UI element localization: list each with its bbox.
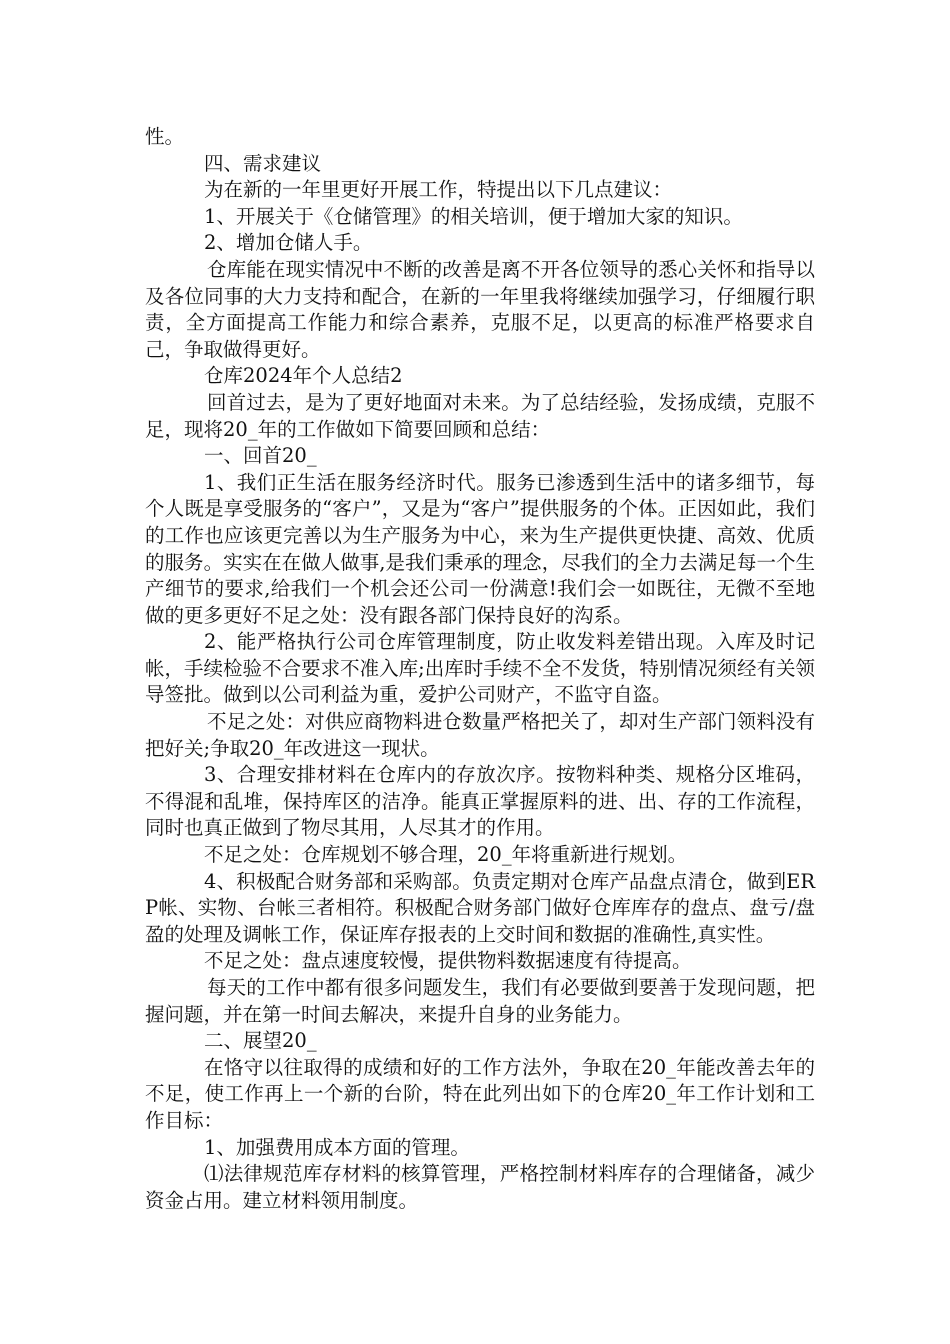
paragraph: 仓库能在现实情况中不断的改善是离不开各位领导的悉心关怀和指导以及各位同事的大力支持和配合，在新的一年里我将继续加强学习，仔细履行职责，全方面提高工作能力和综合素养，克服不足，以更高的标准严格要求自己，争取做得更好。 bbox=[145, 257, 815, 361]
paragraph: 每天的工作中都有很多问题发生，我们有必要做到要善于发现问题，把握问题，并在第一时间去解决，来提升自身的业务能力。 bbox=[145, 976, 815, 1026]
list-item: 4、积极配合财务部和采购部。负责定期对仓库产品盘点清仓，做到ERP帐、实物、台帐三者相符。积极配合财务部门做好仓库库存的盘点、盘亏/盘盈的处理及调帐工作，保证库存报表的上交时间和数据的准确性,真实性。 bbox=[145, 869, 815, 946]
list-item: 2、增加仓储人手。 bbox=[204, 231, 373, 255]
paragraph: 不足之处：仓库规划不够合理，20_年将重新进行规划。 bbox=[204, 843, 688, 867]
section-heading-review: 一、回首20_ bbox=[204, 444, 317, 468]
paragraph: 回首过去，是为了更好地面对未来。为了总结经验，发扬成绩，克服不足，现将20_年的工作做如下简要回顾和总结： bbox=[145, 390, 815, 441]
paragraph: 性。 bbox=[145, 125, 185, 148]
paragraph: 为在新的一年里更好开展工作，特提出以下几点建议： bbox=[204, 178, 673, 202]
section-heading-suggestions: 四、需求建议 bbox=[204, 151, 322, 175]
paragraph: 不足之处：对供应商物料进仓数量严格把关了，却对生产部门领料没有把好关;争取20_年改进这一现状。 bbox=[145, 710, 815, 760]
document-subtitle: 仓库2024年个人总结2 bbox=[204, 364, 403, 388]
section-heading-outlook: 二、展望20_ bbox=[204, 1029, 317, 1053]
list-item: 1、加强费用成本方面的管理。 bbox=[204, 1135, 470, 1159]
list-item: 1、开展关于《仓储管理》的相关培训，便于增加大家的知识。 bbox=[204, 204, 743, 228]
paragraph: 不足之处：盘点速度较慢，提供物料数据速度有待提高。 bbox=[204, 949, 692, 973]
document-body bbox=[145, 124, 815, 1214]
list-item: 2、能严格执行公司仓库管理制度，防止收发料差错出现。入库及时记帐，手续检验不合要求不准入库;出库时手续不全不发货，特别情况须经有关领导签批。做到以公司利益为重，爱护公司财产，不监守自盗。 bbox=[145, 630, 815, 707]
paragraph: 在恪守以往取得的成绩和好的工作方法外，争取在20_年能改善去年的不足，使工作再上一个新的台阶，特在此列出如下的仓库20_年工作计划和工作目标： bbox=[145, 1055, 815, 1132]
list-item: 3、合理安排材料在仓库内的存放次序。按物料种类、规格分区堆码，不得混和乱堆，保持库区的洁净。能真正掌握原料的进、出、存的工作流程，同时也真正做到了物尽其用，人尽其才的作用。 bbox=[145, 763, 815, 840]
list-item: 1、我们正生活在服务经济时代。服务已渗透到生活中的诸多细节，每个人既是享受服务的“客户”，又是为“客户”提供服务的个体。正因如此，我们的工作也应该更完善以为生产服务为中心，来为生产提供更快捷、高效、优质的服务。实实在在做人做事,是我们秉承的理念，尽我们的全力去满足每一个生产细节的要求,给我们一个机会还公司一份满意!我们会一如既往，无微不至地做的更多更好不足之处：没有跟各部门保持良好的沟系。 bbox=[145, 470, 815, 627]
list-item: ⑴法律规范库存材料的核算管理，严格控制材料库存的合理储备，减少资金占用。建立材料领用制度。 bbox=[145, 1162, 815, 1212]
